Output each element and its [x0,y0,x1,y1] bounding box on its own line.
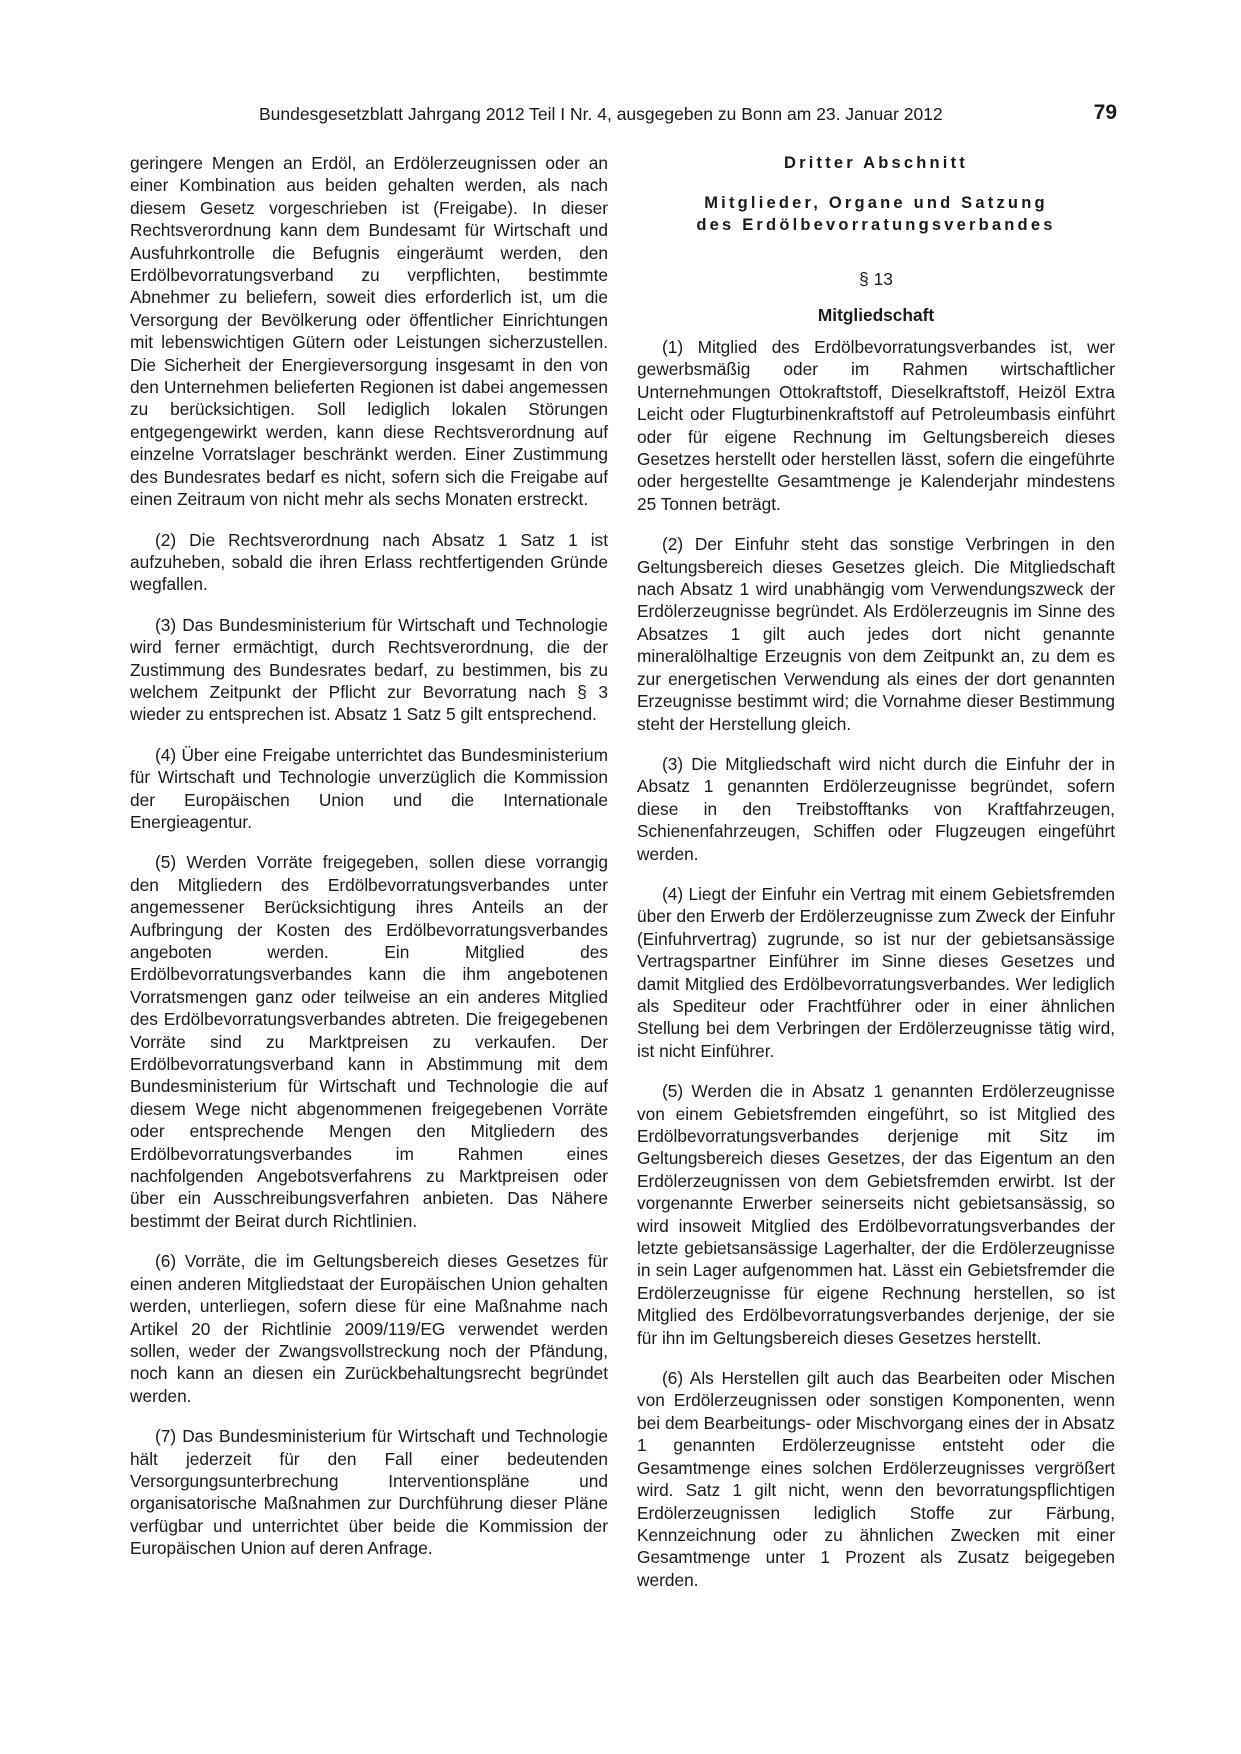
membership-subsection-3: (3) Die Mitgliedschaft wird nicht durch die Einfuhr der in Absatz 1 genannten Erdölerzeugnisse begründet, sofern diese in den Treibstofftanks von Kraftfahrzeugen, Schienenfahrzeugen, Schiffen oder Flugzeugen eingeführt werden. [637,753,1115,864]
membership-subsection-5: (5) Werden die in Absatz 1 genannten Erdölerzeugnisse von einem Gebietsfremden eingeführt, so ist Mitglied des Erdölbevorratungsverbandes derjenige mit Sitz im Geltungsbereich dieses Gesetzes, der das Eigentum an den Erdölerzeugnissen von dem Gebietsfremden erwirbt. Ist der vorgenannte Erwerber seinerseits nicht gebietsansässig, so wird insoweit Mitglied des Erdölbevorratungsverbandes der letzte gebietsansässige Lagerhalter, der die Erdölerzeugnisse in sein Lager aufgenommen hat. Lässt ein Gebietsfremder die Erdölerzeugnisse für eigene Rechnung herstellen, so ist Mitglied des Erdölbevorratungsverbandes derjenige, der sie für ihn im Geltungsbereich dieses Gesetzes herstellt. [637,1081,1115,1348]
section-title-line-1: Mitglieder, Organe und Satzung [704,194,1048,212]
membership-subsection-2: (2) Der Einfuhr steht das sonstige Verbringen in den Geltungsbereich dieses Gesetzes gleich. Die Mitgliedschaft nach Absatz 1 wird unabhängig vom Verwendungszweck der Erdölerzeugnisse begründet. Als Erdölerzeugnis im Sinne des Absatzes 1 gilt auch jedes dort nicht genannte mineralölhaltige Erzeugnis von dem Zeitpunkt an, zu dem es zur energetischen Verwendung als eines der dort genannten Erzeugnisse bestimmt wird; die Vornahme dieser Bestimmung steht der Herstellung gleich. [637,534,1115,734]
membership-subsection-6: (6) Als Herstellen gilt auch das Bearbeiten oder Mischen von Erdölerzeugnissen oder sonstigen Komponenten, wenn bei dem Bearbeitungs- oder Mischvorgang eines der in Absatz 1 genannten Erdölerzeugnisse entsteht oder die Gesamtmenge eines solchen Erdölerzeugnisses vergrößert wird. Satz 1 gilt nicht, wenn den bevorratungspflichtigen Erdölerzeugnissen lediglich Stoffe zur Färbung, Kennzeichnung oder zu ähnlichen Zwecken mit einer Gesamtmenge unter 1 Prozent als Zusatz beigegeben werden. [637,1368,1115,1590]
paragraph-subsection-7: (7) Das Bundesministerium für Wirtschaft und Technologie hält jederzeit für den Fall einer bedeutenden Versorgungsunterbrechung Interventionspläne und organisatorische Maßnahmen zur Durchführung dieser Pläne verfügbar und unterrichtet über beide die Kommission der Europäischen Union auf deren Anfrage. [130,1426,608,1559]
paragraph-subsection-5: (5) Werden Vorräte freigegeben, sollen diese vorrangig den Mitgliedern des Erdölbevorratungsverbandes unter angemessener Berücksichtigung ihres Anteils an der Aufbringung der Kosten des Erdölbevorratungsverbandes angeboten werden. Ein Mitglied des Erdölbevorratungsverbandes kann die ihm angebotenen Vorratsmengen ganz oder teilweise an ein anderes Mitglied des Erdölbevorratungsverbandes abtreten. Die freigegebenen Vorräte sind zu Marktpreisen zu verkaufen. Der Erdölbevorratungsverband kann in Abstimmung mit dem Bundesministerium für Wirtschaft und Technologie die auf diesem Wege nicht abgenommenen freigegebenen Vorräte oder entsprechende Mengen den Mitgliedern des Erdölbevorratungsverbandes im Rahmen eines nachfolgenden Angebotsverfahrens zu Marktpreisen oder über ein Ausschreibungsverfahren anbieten. Das Nähere bestimmt der Beirat durch Richtlinien. [130,852,608,1231]
paragraph-number: § 13 [859,269,893,289]
page-number: 79 [1093,101,1117,124]
paragraph-subsection-3: (3) Das Bundesministerium für Wirtschaft und Technologie wird ferner ermächtigt, durch Rechtsverordnung, die der Zustimmung des Bundesrates bedarf, zu bestimmen, bis zu welchem Zeitpunkt der Pflicht zur Bevorratung nach § 3 wieder zu entsprechen ist. Absatz 1 Satz 5 gilt entsprechend. [130,614,608,725]
running-title: Bundesgesetzblatt Jahrgang 2012 Teil I Nr. 4, ausgegeben zu Bonn am 23. Januar 2012 [259,104,943,124]
paragraph-subsection-2: (2) Die Rechtsverordnung nach Absatz 1 Satz 1 ist aufzuheben, sobald die ihren Erlass rechtfertigenden Gründe wegfallen. [130,529,608,595]
running-header [0,100,1241,130]
section-label: Dritter Abschnitt [784,154,968,172]
paragraph-subsection-6: (6) Vorräte, die im Geltungsbereich dieses Gesetzes für einen anderen Mitgliedstaat der Europäischen Union gehalten werden, unterliegen, sofern diese für eine Maßnahme nach Artikel 20 der Richtlinie 2009/119/EG verwendet werden sollen, weder der Zwangsvollstreckung noch der Pfändung, noch kann an diesen ein Zurückbehaltungsrecht begründet werden. [130,1251,608,1406]
section-title-line-2: des Erdölbevorratungsverbandes [696,216,1056,234]
membership-subsection-1: (1) Mitglied des Erdölbevorratungsverbandes ist, wer gewerbsmäßig oder im Rahmen wirtschaftlicher Unternehmungen Ottokraftstoff, Dieselkraftstoff, Heizöl Extra Leicht oder Flugturbinenkraftstoff auf Petroleumbasis einführt oder für eigene Rechnung im Geltungsbereich dieses Gesetzes herstellt oder herstellen lässt, sofern die eingeführte oder hergestellte Gesamtmenge je Kalenderjahr mindestens 25 Tonnen beträgt. [637,337,1115,514]
right-column [637,152,1115,1591]
paragraph-heading: Mitgliedschaft [817,305,935,325]
paragraph-subsection-4: (4) Über eine Freigabe unterrichtet das Bundesministerium für Wirtschaft und Technologie unverzüglich die Kommission der Europäischen Union und die Internationale Energieagentur. [130,744,608,832]
paragraph-continuation: geringere Mengen an Erdöl, an Erdölerzeugnissen oder an einer Kombination aus beiden gehalten werden, als nach diesem Gesetz vorgeschrieben ist (Freigabe). In dieser Rechtsverordnung kann dem Bundesamt für Wirtschaft und Ausfuhrkontrolle die Befugnis eingeräumt werden, den Erdölbevorratungsverband zu verpflichten, bestimmte Abnehmer zu beliefern, soweit dies erforderlich ist, um die Versorgung der Bevölkerung oder öffentlicher Einrichtungen mit lebenswichtigen Gütern oder Leistungen sicherzustellen. Die Sicherheit der Energieversorgung insgesamt in den von den Unternehmen belieferten Regionen ist dabei angemessen zu berücksichtigen. Soll lediglich lokalen Störungen entgegengewirkt werden, kann diese Rechtsverordnung auf einzelne Vorratslager beschränkt werden. Einer Zustimmung des Bundesrates bedarf es nicht, sofern sich die Freigabe auf einen Zeitraum von nicht mehr als sechs Monaten erstreckt. [130,153,608,510]
left-column [130,152,608,1560]
membership-subsection-4: (4) Liegt der Einfuhr ein Vertrag mit einem Gebietsfremden über den Erwerb der Erdölerzeugnisse zum Zweck der Einfuhr (Einfuhrvertrag) zugrunde, so ist nur der gebietsansässige Vertragspartner Einführer im Sinne dieses Gesetzes und damit Mitglied des Erdölbevorratungsverbandes. Wer lediglich als Spediteur oder Frachtführer oder in einer ähnlichen Stellung bei dem Verbringen der Erdölerzeugnisse tätig wird, ist nicht Einführer. [637,883,1115,1061]
